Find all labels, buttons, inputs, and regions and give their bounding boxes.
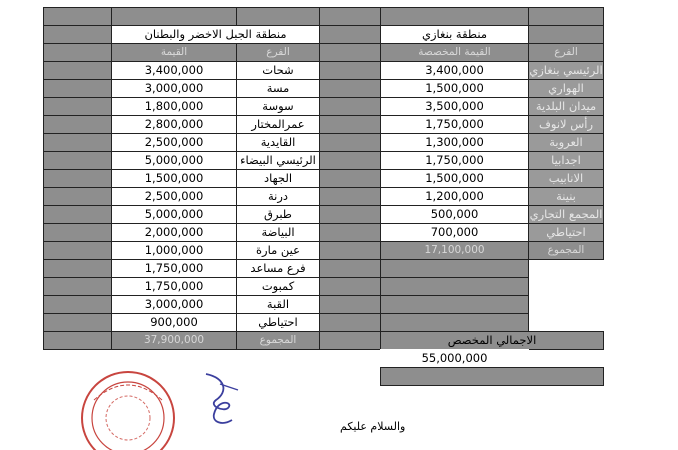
- header-spacer-cell: [43, 7, 112, 26]
- jabal-branch-cell: احتياطي: [236, 313, 320, 332]
- benghazi-total-label: المجموع: [528, 241, 604, 260]
- gray-cell: [319, 115, 381, 134]
- gray-cell: [319, 223, 381, 242]
- benghazi-branch-cell: العروبة: [528, 133, 604, 152]
- jabal-branch-cell: درنة: [236, 187, 320, 206]
- gray-cell: [319, 313, 381, 332]
- gray-cell: [319, 151, 381, 170]
- gray-cell: [319, 97, 381, 116]
- benghazi-branch-cell: بنينة: [528, 187, 604, 206]
- gray-cell: [380, 367, 604, 386]
- gray-cell: [43, 133, 112, 152]
- gray-cell: [43, 61, 112, 80]
- header-spacer-cell: [380, 7, 529, 26]
- benghazi-branch-header: الفرع: [528, 43, 604, 62]
- jabal-total-label: المجموع: [236, 331, 320, 350]
- jabal-branch-cell: الجهاد: [236, 169, 320, 188]
- jabal-branch-cell: القايدية: [236, 133, 320, 152]
- gray-cell: [319, 133, 381, 152]
- benghazi-value-cell: 1,500,000: [380, 79, 529, 98]
- gray-cell: [43, 313, 112, 332]
- gray-cell: [319, 277, 381, 296]
- jabal-value-cell: 3,400,000: [111, 61, 237, 80]
- gray-cell: [43, 241, 112, 260]
- benghazi-total-value: 17,100,000: [380, 241, 529, 260]
- gray-cell: [319, 169, 381, 188]
- benghazi-value-cell: 1,750,000: [380, 151, 529, 170]
- jabal-value-cell: 1,000,000: [111, 241, 237, 260]
- benghazi-branch-cell: الرئيسي بنغازي: [528, 61, 604, 80]
- gray-cell: [319, 259, 381, 278]
- gray-cell: [528, 25, 604, 44]
- benghazi-value-cell: 3,500,000: [380, 97, 529, 116]
- gray-cell: [43, 115, 112, 134]
- gray-cell: [43, 277, 112, 296]
- gray-cell: [319, 187, 381, 206]
- jabal-value-cell: 900,000: [111, 313, 237, 332]
- jabal-branch-cell: شحات: [236, 61, 320, 80]
- gray-cell: [43, 295, 112, 314]
- jabal-region-title: منطقة الجبل الاخضر والبطنان: [111, 25, 320, 44]
- jabal-branch-cell: مسة: [236, 79, 320, 98]
- benghazi-value-cell: 1,200,000: [380, 187, 529, 206]
- jabal-total-value: 37,900,000: [111, 331, 237, 350]
- jabal-branch-cell: عين مارة: [236, 241, 320, 260]
- jabal-branch-cell: الرئيسي البيضاء: [236, 151, 320, 170]
- gray-cell: [319, 241, 381, 260]
- benghazi-value-cell: 700,000: [380, 223, 529, 242]
- jabal-value-cell: 5,000,000: [111, 151, 237, 170]
- grand-total-label: الاجمالي المخصص: [380, 331, 604, 350]
- gray-cell: [319, 79, 381, 98]
- benghazi-value-cell: 500,000: [380, 205, 529, 224]
- gray-cell: [43, 25, 112, 44]
- benghazi-branch-cell: احتياطي: [528, 223, 604, 242]
- gray-cell: [380, 313, 529, 332]
- gray-cell: [319, 295, 381, 314]
- gray-cell: [43, 151, 112, 170]
- jabal-value-header: القيمة: [111, 43, 237, 62]
- benghazi-value-cell: 1,500,000: [380, 169, 529, 188]
- jabal-value-cell: 2,500,000: [111, 133, 237, 152]
- header-spacer-cell: [319, 7, 381, 26]
- jabal-branch-header: الفرع: [236, 43, 320, 62]
- gray-cell: [380, 277, 529, 296]
- benghazi-value-cell: 3,400,000: [380, 61, 529, 80]
- jabal-value-cell: 2,800,000: [111, 115, 237, 134]
- jabal-value-cell: 3,000,000: [111, 79, 237, 98]
- jabal-value-cell: 5,000,000: [111, 205, 237, 224]
- benghazi-branch-cell: اجدابيا: [528, 151, 604, 170]
- header-spacer-cell: [528, 7, 604, 26]
- gray-cell: [43, 223, 112, 242]
- benghazi-value-cell: 1,750,000: [380, 115, 529, 134]
- jabal-branch-cell: طبرق: [236, 205, 320, 224]
- jabal-branch-cell: القبة: [236, 295, 320, 314]
- header-spacer-cell: [111, 7, 237, 26]
- jabal-value-cell: 2,000,000: [111, 223, 237, 242]
- jabal-value-cell: 2,500,000: [111, 187, 237, 206]
- benghazi-branch-cell: ميدان البلدية: [528, 97, 604, 116]
- gray-cell: [43, 187, 112, 206]
- official-stamp: [68, 360, 186, 450]
- gray-cell: [380, 259, 529, 278]
- jabal-branch-cell: كمبوت: [236, 277, 320, 296]
- gray-cell: [43, 331, 112, 350]
- grand-total-value: 55,000,000: [380, 349, 529, 368]
- benghazi-value-cell: 1,300,000: [380, 133, 529, 152]
- jabal-value-cell: 1,500,000: [111, 169, 237, 188]
- gray-cell: [319, 25, 381, 44]
- jabal-value-cell: 1,750,000: [111, 259, 237, 278]
- benghazi-region-title: منطقة بنغازي: [380, 25, 529, 44]
- jabal-branch-cell: فرع مساعد: [236, 259, 320, 278]
- jabal-value-cell: 1,800,000: [111, 97, 237, 116]
- gray-cell: [380, 295, 529, 314]
- benghazi-branch-cell: الهواري: [528, 79, 604, 98]
- benghazi-branch-cell: الانابيب: [528, 169, 604, 188]
- benghazi-branch-cell: المجمع التجاري: [528, 205, 604, 224]
- jabal-branch-cell: عمرالمختار: [236, 115, 320, 134]
- gray-cell: [43, 169, 112, 188]
- jabal-value-cell: 3,000,000: [111, 295, 237, 314]
- gray-cell: [43, 97, 112, 116]
- jabal-branch-cell: سوسة: [236, 97, 320, 116]
- jabal-value-cell: 1,750,000: [111, 277, 237, 296]
- closing-greeting: والسلام عليكم: [340, 420, 406, 433]
- gray-cell: [43, 79, 112, 98]
- gray-cell: [319, 43, 381, 62]
- gray-cell: [43, 205, 112, 224]
- header-spacer-cell: [236, 7, 320, 26]
- gray-cell: [319, 61, 381, 80]
- gray-cell: [319, 205, 381, 224]
- signature: [198, 368, 248, 430]
- benghazi-branch-cell: رأس لانوف: [528, 115, 604, 134]
- gray-cell: [319, 331, 381, 350]
- benghazi-value-header: القيمة المخصصة: [380, 43, 529, 62]
- gray-cell: [43, 259, 112, 278]
- gray-cell: [43, 43, 112, 62]
- jabal-branch-cell: البياضة: [236, 223, 320, 242]
